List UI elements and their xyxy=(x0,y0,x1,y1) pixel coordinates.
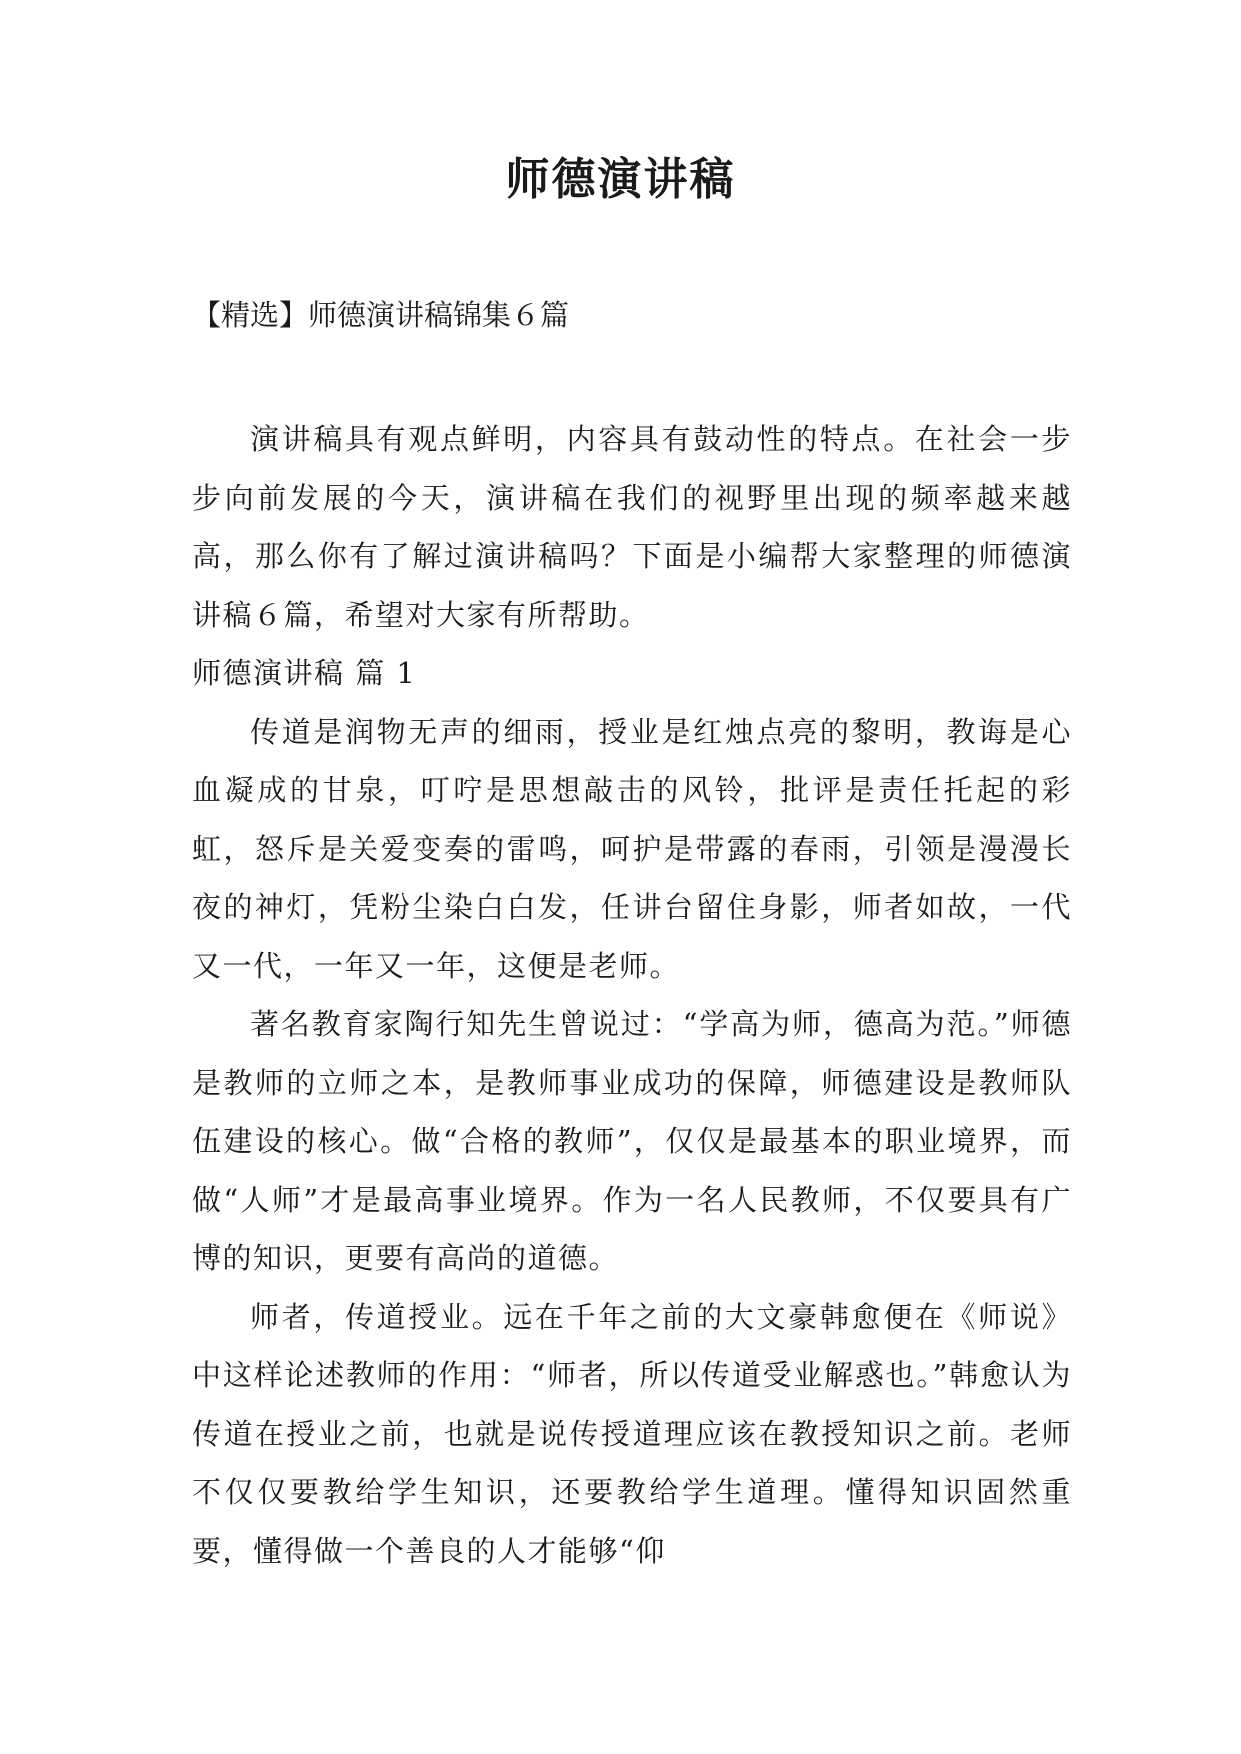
page-title: 师德演讲稿 xyxy=(505,154,736,205)
body-paragraph-2: 著名教育家陶行知先生曾说过：“学高为师，德高为范。”师德是教师的立师之本，是教师事业成功的保障，师德建设是教师队伍建设的核心。做“合格的教师”，仅仅是最基本的职业境界，而做“人师”才是最高事业境界。作为一名人民教师，不仅要具有广博的知识，更要有高尚的道德。 xyxy=(192,1007,1072,1275)
body-paragraph-3: 师者，传道授业。远在千年之前的大文豪韩愈便在《师说》中这样论述教师的作用：“师者，所以传道受业解惑也。”韩愈认为传道在授业之前，也就是说传授道理应该在教授知识之前。老师不仅仅要教给学生知识，还要教给学生道理。懂得知识固然重要，懂得做一个善良的人才能够“仰 xyxy=(192,1299,1072,1568)
body-paragraph-1: 传道是润物无声的细雨，授业是红烛点亮的黎明，教诲是心血凝成的甘泉，叮咛是思想敲击的风铃，批评是责任托起的彩虹，怒斥是关爱变奏的雷鸣，呵护是带露的春雨，引领是漫漫长夜的神灯，凭粉尘染白白发，任讲台留住身影，师者如故，一代又一代，一年又一年，这便是老师。 xyxy=(192,714,1072,983)
document-subtitle: 【精选】师德演讲稿锦集６篇 xyxy=(192,298,570,332)
section-heading: 师德演讲稿 篇 1 xyxy=(192,656,417,690)
intro-paragraph: 演讲稿具有观点鲜明，内容具有鼓动性的特点。在社会一步步向前发展的今天，演讲稿在我们的视野里出现的频率越来越高，那么你有了解过演讲稿吗？下面是小编帮大家整理的师德演讲稿６篇，希望对大家有所帮助。 xyxy=(192,422,1072,632)
document-body xyxy=(192,410,1072,1580)
